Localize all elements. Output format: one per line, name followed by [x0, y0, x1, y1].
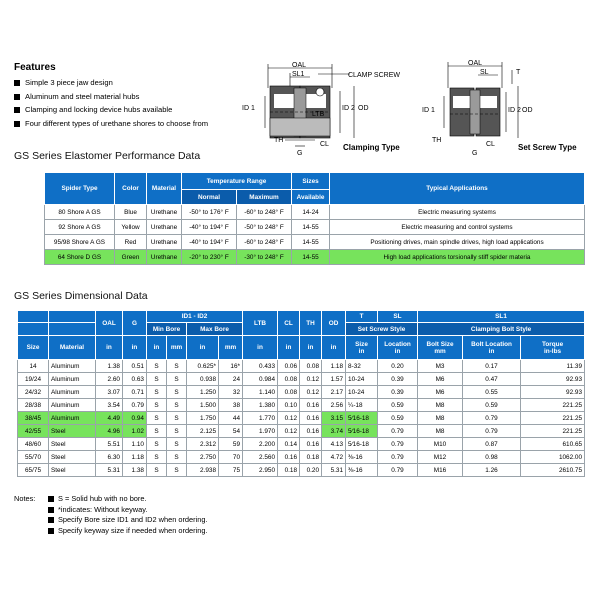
bolt-size-cell: M3: [418, 360, 463, 373]
clamping-type-caption: Clamping Type: [343, 143, 400, 152]
cl-cell: 0.10: [278, 399, 300, 412]
spider-type-cell: 64 Shore D GS: [45, 250, 115, 265]
bolt-size-cell: M8: [418, 425, 463, 438]
maximum-temp-cell: -60° to 248° F: [237, 205, 292, 220]
g-cell: 1.10: [123, 438, 147, 451]
torque-cell: 2610.75: [521, 464, 585, 477]
feature-item: Clamping and locking device hubs available: [14, 103, 208, 117]
min-bore-in-cell: S: [147, 386, 167, 399]
dimensional-row: [18, 360, 585, 373]
header-blank: [18, 323, 49, 336]
bullet-icon: [14, 80, 20, 86]
od-cell: 5.31: [322, 464, 346, 477]
cl-cell: 0.08: [278, 386, 300, 399]
bolt-location-cell: 1.26: [463, 464, 521, 477]
application-cell: Positioning drives, main spindle drives, high load applications: [330, 235, 585, 250]
cl-cell: 0.18: [278, 464, 300, 477]
dimensional-table: [17, 310, 585, 477]
dimensional-row: [18, 464, 585, 477]
ltb-cell: 1.380: [243, 399, 278, 412]
size-cell: 24/32: [18, 386, 49, 399]
unit-in: in: [96, 336, 123, 360]
max-bore-mm-cell: 54: [219, 425, 243, 438]
maximum-temp-cell: -30° to 248° F: [237, 250, 292, 265]
g-cell: 0.63: [123, 373, 147, 386]
dim-label-id1: ID 1: [422, 107, 435, 114]
bolt-size-cell: M16: [418, 464, 463, 477]
sl-location-cell: 0.79: [378, 438, 418, 451]
unit-mm: mm: [167, 336, 187, 360]
t-size-cell: ¼-18: [346, 399, 378, 412]
unit-in: in: [278, 336, 300, 360]
od-cell: 3.15: [322, 412, 346, 425]
g-cell: 0.94: [123, 412, 147, 425]
sizes-cell: 14-55: [292, 250, 330, 265]
od-cell: 2.56: [322, 399, 346, 412]
max-bore-mm-cell: 24: [219, 373, 243, 386]
bolt-location-cell: 0.17: [463, 360, 521, 373]
max-bore-mm-cell: 75: [219, 464, 243, 477]
material-cell: Aluminum: [49, 386, 96, 399]
ltb-cell: 0.433: [243, 360, 278, 373]
size-cell: 38/45: [18, 412, 49, 425]
col-header-sl-location: Location in: [378, 336, 418, 360]
unit-mm: mm: [219, 336, 243, 360]
bolt-size-cell: M8: [418, 412, 463, 425]
cl-cell: 0.14: [278, 438, 300, 451]
max-bore-mm-cell: 38: [219, 399, 243, 412]
dimensional-row: [18, 386, 585, 399]
th-cell: 0.20: [300, 464, 322, 477]
performance-row: [45, 220, 585, 235]
min-bore-mm-cell: S: [167, 412, 187, 425]
dimensional-row: [18, 399, 585, 412]
dim-label-od: OD: [522, 107, 533, 114]
spider-type-cell: 80 Shore A GS: [45, 205, 115, 220]
note-item: S = Solid hub with no bore.: [14, 494, 208, 505]
col-header-min-bore: Min Bore: [147, 323, 187, 336]
g-cell: 0.79: [123, 399, 147, 412]
set-screw-type-diagram: [420, 58, 590, 158]
normal-temp-cell: -50° to 176° F: [182, 205, 237, 220]
dim-label-th: TH: [432, 137, 442, 144]
dim-label-id2: ID 2: [508, 107, 521, 114]
application-cell: High load applications torsionally stiff spider materia: [330, 250, 585, 265]
material-cell: Steel: [49, 438, 96, 451]
size-cell: 48/60: [18, 438, 49, 451]
torque-cell: 221.25: [521, 399, 585, 412]
max-bore-mm-cell: 16*: [219, 360, 243, 373]
sizes-cell: 14-55: [292, 235, 330, 250]
max-bore-in-cell: 2.125: [187, 425, 219, 438]
col-header-material: Material: [147, 173, 182, 205]
color-cell: Green: [115, 250, 147, 265]
t-size-cell: 5⁄16-18: [346, 425, 378, 438]
t-size-cell: 10-24: [346, 373, 378, 386]
color-cell: Yellow: [115, 220, 147, 235]
bolt-location-cell: 0.87: [463, 438, 521, 451]
set-screw-type-caption: Set Screw Type: [518, 143, 577, 152]
th-cell: 0.12: [300, 373, 322, 386]
sl-location-cell: 0.79: [378, 464, 418, 477]
unit-in: in: [243, 336, 278, 360]
application-cell: Electric measuring and control systems: [330, 220, 585, 235]
performance-row: [45, 205, 585, 220]
maximum-temp-cell: -50° to 248° F: [237, 220, 292, 235]
col-header-temperature-range: Temperature Range: [182, 173, 292, 190]
dim-label-sl: SL: [480, 69, 489, 76]
min-bore-in-cell: S: [147, 373, 167, 386]
bolt-size-cell: M6: [418, 386, 463, 399]
size-cell: 42/55: [18, 425, 49, 438]
min-bore-in-cell: S: [147, 412, 167, 425]
dimensional-row: [18, 425, 585, 438]
max-bore-in-cell: 2.938: [187, 464, 219, 477]
sl-location-cell: 0.20: [378, 360, 418, 373]
bolt-location-cell: 0.79: [463, 425, 521, 438]
dim-label-od: OD: [358, 105, 369, 112]
bullet-icon: [14, 107, 20, 113]
oal-cell: 5.51: [96, 438, 123, 451]
bullet-icon: [48, 507, 54, 513]
features-list: [14, 76, 208, 130]
dimensional-table-title: GS Series Dimensional Data: [14, 290, 148, 302]
normal-temp-cell: -40° to 194° F: [182, 235, 237, 250]
material-cell: Aluminum: [49, 412, 96, 425]
max-bore-mm-cell: 32: [219, 386, 243, 399]
g-cell: 0.51: [123, 360, 147, 373]
bullet-icon: [14, 121, 20, 127]
size-cell: 19/24: [18, 373, 49, 386]
size-cell: 14: [18, 360, 49, 373]
t-size-cell: 5⁄16-18: [346, 438, 378, 451]
bolt-location-cell: 0.79: [463, 412, 521, 425]
material-cell: Aluminum: [49, 373, 96, 386]
application-cell: Electric measuring systems: [330, 205, 585, 220]
note-item: Specify Bore size ID1 and ID2 when ordering.: [14, 515, 208, 526]
th-cell: 0.18: [300, 451, 322, 464]
spider-type-cell: 95/98 Shore A GS: [45, 235, 115, 250]
col-header-sl1: SL1: [418, 311, 585, 323]
dim-label-id2: ID 2: [342, 105, 355, 112]
od-cell: 1.57: [322, 373, 346, 386]
oal-cell: 6.30: [96, 451, 123, 464]
torque-cell: 11.39: [521, 360, 585, 373]
ltb-cell: 1.770: [243, 412, 278, 425]
od-cell: 4.72: [322, 451, 346, 464]
oal-cell: 4.96: [96, 425, 123, 438]
sizes-cell: 14-55: [292, 220, 330, 235]
feature-item: Simple 3 piece jaw design: [14, 76, 208, 90]
bolt-location-cell: 0.55: [463, 386, 521, 399]
col-header-spider-type: Spider Type: [45, 173, 115, 205]
bolt-location-cell: 0.47: [463, 373, 521, 386]
feature-item: Four different types of urethane shores to choose from: [14, 117, 208, 131]
col-header-g: G: [123, 311, 147, 336]
col-header-maximum: Maximum: [237, 190, 292, 205]
sl-location-cell: 0.39: [378, 373, 418, 386]
dim-label-sl1: SL1: [292, 71, 305, 78]
bullet-icon: [48, 496, 54, 502]
bolt-location-cell: 0.59: [463, 399, 521, 412]
min-bore-in-cell: S: [147, 464, 167, 477]
feature-item: Aluminum and steel material hubs: [14, 90, 208, 104]
torque-cell: 610.65: [521, 438, 585, 451]
oal-cell: 2.60: [96, 373, 123, 386]
performance-table-title: GS Series Elastomer Performance Data: [14, 150, 201, 162]
sizes-cell: 14-24: [292, 205, 330, 220]
max-bore-in-cell: 1.750: [187, 412, 219, 425]
size-cell: 65/75: [18, 464, 49, 477]
unit-in: in: [300, 336, 322, 360]
min-bore-mm-cell: S: [167, 373, 187, 386]
col-header-cl: CL: [278, 311, 300, 336]
od-cell: 1.18: [322, 360, 346, 373]
maximum-temp-cell: -60° to 248° F: [237, 235, 292, 250]
min-bore-mm-cell: S: [167, 360, 187, 373]
col-header-clamping-bolt-style: Clamping Bolt Style: [418, 323, 585, 336]
normal-temp-cell: -20° to 230° F: [182, 250, 237, 265]
ltb-cell: 2.560: [243, 451, 278, 464]
min-bore-mm-cell: S: [167, 451, 187, 464]
color-cell: Red: [115, 235, 147, 250]
od-cell: 2.17: [322, 386, 346, 399]
bolt-size-cell: M12: [418, 451, 463, 464]
min-bore-in-cell: S: [147, 360, 167, 373]
oal-cell: 5.31: [96, 464, 123, 477]
max-bore-in-cell: 1.500: [187, 399, 219, 412]
oal-cell: 3.07: [96, 386, 123, 399]
min-bore-in-cell: S: [147, 451, 167, 464]
col-header-oal: OAL: [96, 311, 123, 336]
min-bore-mm-cell: S: [167, 438, 187, 451]
col-header-ltb: LTB: [243, 311, 278, 336]
dimensional-row: [18, 412, 585, 425]
material-cell: Steel: [49, 425, 96, 438]
max-bore-in-cell: 2.750: [187, 451, 219, 464]
cl-cell: 0.16: [278, 451, 300, 464]
col-header-material: Material: [49, 336, 96, 360]
bolt-size-cell: M6: [418, 373, 463, 386]
sl-location-cell: 0.39: [378, 386, 418, 399]
ltb-cell: 0.984: [243, 373, 278, 386]
th-cell: 0.16: [300, 425, 322, 438]
dim-label-t: T: [516, 69, 521, 76]
bolt-size-cell: M8: [418, 399, 463, 412]
col-header-bolt-location: Bolt Location in: [463, 336, 521, 360]
cl-cell: 0.08: [278, 373, 300, 386]
dim-label-oal: OAL: [468, 60, 483, 67]
col-header-od: OD: [322, 311, 346, 336]
note-item: Specify keyway size if needed when ordering.: [14, 526, 208, 537]
notes: [14, 494, 208, 536]
col-header-bolt-size: Bolt Size mm: [418, 336, 463, 360]
performance-row: [45, 235, 585, 250]
t-size-cell: 10-24: [346, 386, 378, 399]
performance-row: [45, 250, 585, 265]
cl-cell: 0.06: [278, 360, 300, 373]
max-bore-in-cell: 2.312: [187, 438, 219, 451]
sl-location-cell: 0.79: [378, 425, 418, 438]
od-cell: 4.13: [322, 438, 346, 451]
min-bore-mm-cell: S: [167, 399, 187, 412]
spider-type-cell: 92 Shore A GS: [45, 220, 115, 235]
min-bore-mm-cell: S: [167, 464, 187, 477]
dim-label-clamp-screw: CLAMP SCREW: [348, 72, 400, 79]
max-bore-in-cell: 0.938: [187, 373, 219, 386]
col-header-id: ID1 - ID2: [147, 311, 243, 323]
th-cell: 0.08: [300, 360, 322, 373]
header-blank: [18, 311, 49, 323]
size-cell: 28/38: [18, 399, 49, 412]
min-bore-in-cell: S: [147, 425, 167, 438]
header-blank: [49, 311, 96, 323]
max-bore-mm-cell: 70: [219, 451, 243, 464]
g-cell: 1.38: [123, 464, 147, 477]
dim-label-ltb: LTB: [312, 111, 325, 118]
dim-label-oal: OAL: [292, 62, 307, 69]
torque-cell: 221.25: [521, 412, 585, 425]
oal-cell: 4.49: [96, 412, 123, 425]
max-bore-mm-cell: 44: [219, 412, 243, 425]
note-item: *indicates: Without keyway.: [14, 505, 208, 516]
bullet-icon: [48, 528, 54, 534]
col-header-torque: Torque in-lbs: [521, 336, 585, 360]
unit-in: in: [322, 336, 346, 360]
header-blank: [49, 323, 96, 336]
max-bore-mm-cell: 59: [219, 438, 243, 451]
dim-label-cl: CL: [320, 141, 329, 148]
dim-label-cl: CL: [486, 141, 495, 148]
th-cell: 0.16: [300, 412, 322, 425]
size-cell: 55/70: [18, 451, 49, 464]
min-bore-in-cell: S: [147, 438, 167, 451]
material-cell: Urethane: [147, 250, 182, 265]
torque-cell: 92.93: [521, 386, 585, 399]
t-size-cell: 8-32: [346, 360, 378, 373]
clamping-type-diagram: [240, 58, 415, 158]
col-header-normal: Normal: [182, 190, 237, 205]
dim-label-id1: ID 1: [242, 105, 255, 112]
col-header-sizes: Sizes: [292, 173, 330, 190]
bolt-location-cell: 0.98: [463, 451, 521, 464]
torque-cell: 221.25: [521, 425, 585, 438]
performance-table: [44, 172, 585, 265]
min-bore-mm-cell: S: [167, 386, 187, 399]
col-header-t-size: Size in: [346, 336, 378, 360]
min-bore-mm-cell: S: [167, 425, 187, 438]
dim-label-g: G: [472, 150, 478, 157]
t-size-cell: ⅜-16: [346, 464, 378, 477]
min-bore-in-cell: S: [147, 399, 167, 412]
col-header-th: TH: [300, 311, 322, 336]
col-header-set-screw-style: Set Screw Style: [346, 323, 418, 336]
col-header-applications: Typical Applications: [330, 173, 585, 205]
col-header-available: Available: [292, 190, 330, 205]
material-cell: Steel: [49, 451, 96, 464]
oal-cell: 3.54: [96, 399, 123, 412]
dimensional-row: [18, 373, 585, 386]
t-size-cell: 5⁄16-18: [346, 412, 378, 425]
sl-location-cell: 0.59: [378, 399, 418, 412]
dim-label-th: TH: [274, 137, 284, 144]
sl-location-cell: 0.59: [378, 412, 418, 425]
material-cell: Aluminum: [49, 399, 96, 412]
od-cell: 3.74: [322, 425, 346, 438]
notes-label: Notes:: [14, 494, 36, 503]
col-header-size: Size: [18, 336, 49, 360]
g-cell: 0.71: [123, 386, 147, 399]
g-cell: 1.02: [123, 425, 147, 438]
th-cell: 0.16: [300, 399, 322, 412]
normal-temp-cell: -40° to 194° F: [182, 220, 237, 235]
dimensional-row: [18, 451, 585, 464]
features-heading: Features: [14, 62, 56, 73]
ltb-cell: 1.140: [243, 386, 278, 399]
ltb-cell: 2.200: [243, 438, 278, 451]
th-cell: 0.12: [300, 386, 322, 399]
cl-cell: 0.12: [278, 412, 300, 425]
col-header-color: Color: [115, 173, 147, 205]
th-cell: 0.16: [300, 438, 322, 451]
dim-label-g: G: [297, 150, 303, 157]
material-cell: Urethane: [147, 235, 182, 250]
oal-cell: 1.38: [96, 360, 123, 373]
col-header-t: T: [346, 311, 378, 323]
torque-cell: 92.93: [521, 373, 585, 386]
bullet-icon: [48, 517, 54, 523]
bullet-icon: [14, 94, 20, 100]
bolt-size-cell: M10: [418, 438, 463, 451]
ltb-cell: 1.970: [243, 425, 278, 438]
material-cell: Urethane: [147, 220, 182, 235]
sl-location-cell: 0.79: [378, 451, 418, 464]
unit-in: in: [123, 336, 147, 360]
cl-cell: 0.12: [278, 425, 300, 438]
material-cell: Steel: [49, 464, 96, 477]
max-bore-in-cell: 1.250: [187, 386, 219, 399]
t-size-cell: ⅜-16: [346, 451, 378, 464]
unit-in: in: [147, 336, 167, 360]
col-header-max-bore: Max Bore: [187, 323, 243, 336]
unit-in: in: [187, 336, 219, 360]
g-cell: 1.18: [123, 451, 147, 464]
material-cell: Aluminum: [49, 360, 96, 373]
ltb-cell: 2.950: [243, 464, 278, 477]
color-cell: Blue: [115, 205, 147, 220]
material-cell: Urethane: [147, 205, 182, 220]
col-header-sl: SL: [378, 311, 418, 323]
dimensional-row: [18, 438, 585, 451]
max-bore-in-cell: 0.625*: [187, 360, 219, 373]
torque-cell: 1062.00: [521, 451, 585, 464]
